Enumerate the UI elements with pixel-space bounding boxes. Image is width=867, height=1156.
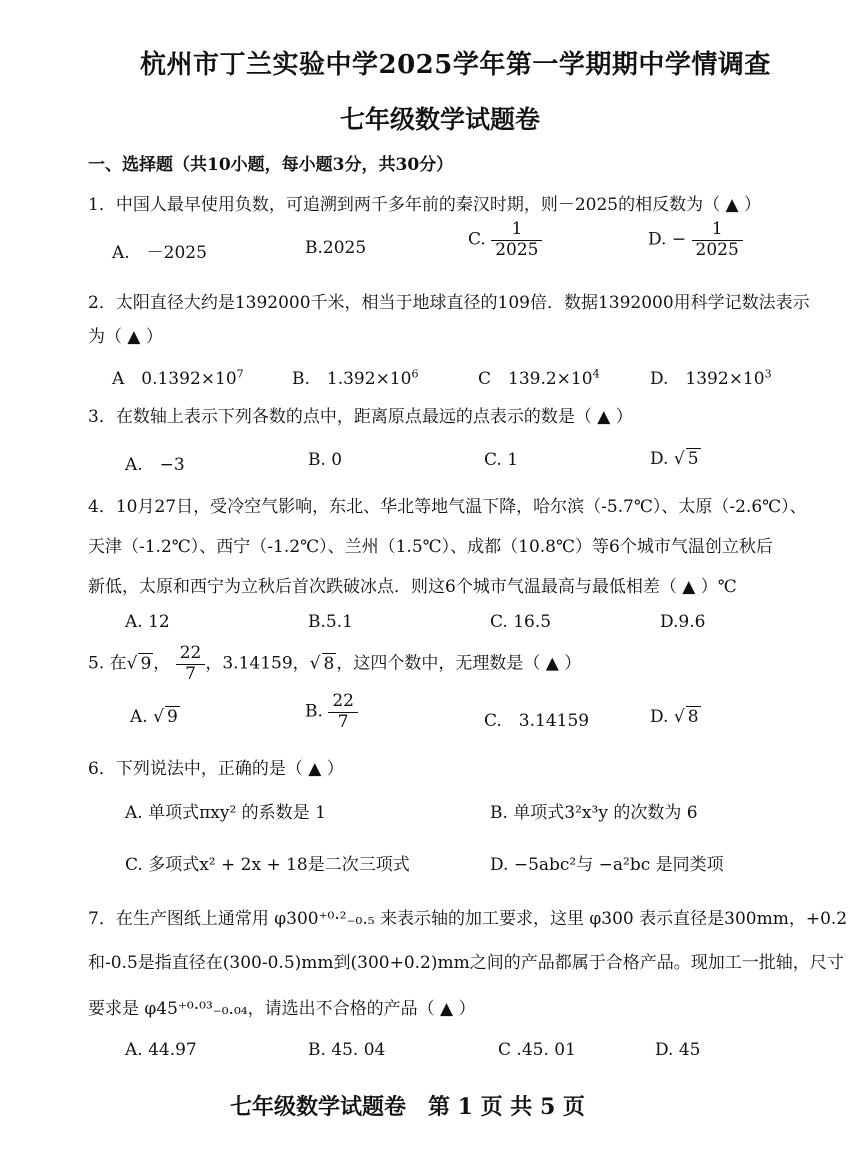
question-2-stem-line2: 为（ ▲ ） — [88, 327, 163, 347]
question-7-line2: 和-0.5是指直径在(300-0.5)mm到(300+0.2)mm之间的产品都属于合格产品。现加工一批轴，尺寸 — [88, 953, 844, 973]
question-1-option-d: D. − $\frac{1}{2025}$ — [648, 220, 743, 260]
question-6-option-c: C. 多项式x² + 2x + 18是二次三项式 — [125, 855, 410, 875]
question-1-option-b: B.2025 — [305, 238, 367, 258]
question-5-option-b: B. $\frac{22}{7}$ — [305, 692, 358, 732]
page-subtitle: 七年级数学试题卷 — [340, 105, 541, 134]
question-4-line2: 天津（-1.2℃）、西宁（-1.2℃）、兰州（1.5℃）、成都（10.8℃）等6个城市气温创立秋后 — [88, 537, 773, 557]
question-3-option-b: B. 0 — [308, 450, 343, 470]
question-3-option-d: D. √ 5 — [650, 449, 699, 469]
question-7-option-a: A. 44.97 — [125, 1040, 197, 1060]
question-4-line1: 4．10月27日，受冷空气影响，东北、华北等地气温下降，哈尔滨（-5.7℃）、太原（-2.6℃）、 — [88, 497, 807, 517]
question-4-option-c: C. 16.5 — [490, 612, 552, 632]
question-2-option-a: A $0.1392\times 10^7$ — [112, 367, 244, 389]
question-1-option-a: A. －2025 — [112, 243, 207, 263]
question-5-option-a: A. √ 9 — [130, 707, 178, 727]
question-4-line3: 新低，太原和西宁为立秋后首次跌破冰点．则这6个城市气温最高与最低相差（ ▲ ）℃ — [88, 577, 737, 597]
question-5-option-d: D. √ 8 — [650, 707, 699, 727]
question-3-option-c: C. 1 — [484, 450, 519, 470]
question-6-stem: 6．下列说法中，正确的是（ ▲ ） — [88, 759, 344, 779]
question-6-option-d: D. −5abc²与 −a²bc 是同类项 — [490, 855, 724, 875]
question-1-stem: 1．中国人最早使用负数，可追溯到两千多年前的秦汉时期，则－2025的相反数为（ ▲ ） — [88, 195, 761, 215]
page-title: 杭州市丁兰实验中学2025学年第一学期期中学情调查 — [140, 50, 771, 80]
question-4-option-b: B.5.1 — [308, 612, 353, 632]
question-7-option-b: B. 45. 04 — [308, 1040, 386, 1060]
question-7-option-d: D. 45 — [655, 1040, 701, 1060]
section-heading: 一、选择题（共10小题，每小题3分，共30分） — [88, 155, 454, 175]
question-2-option-d: D. $1392\times 10^3$ — [650, 367, 772, 389]
question-3-stem: 3．在数轴上表示下列各数的点中，距离原点最远的点表示的数是（ ▲ ） — [88, 407, 633, 427]
question-7-line3: 要求是 φ45⁺⁰·⁰³₋₀.₀₄，请选出不合格的产品（ ▲ ） — [88, 999, 476, 1019]
question-1-option-c: C. $\frac{1}{2025}$ — [468, 220, 542, 260]
question-2-option-b: B. $1.392\times 10^6$ — [292, 367, 419, 389]
question-2-stem-line1: 2．太阳直径大约是1392000千米，相当于地球直径的109倍．数据1392000用科学记数法表示 — [88, 293, 810, 313]
question-3-option-a: A. −3 — [125, 455, 185, 475]
question-7-line1: 7．在生产图纸上通常用 φ300⁺⁰·²₋₀.₅ 来表示轴的加工要求，这里 φ300 表示直径是300mm，+0.2 — [88, 909, 848, 929]
page-footer: 七年级数学试题卷 第 1 页 共 5 页 — [230, 1094, 585, 1120]
question-5-stem: 5. 在√ 9 ， $\frac{22}{7}$ ，3.14159，√ 8 ，这四个数中，无理数是（ ▲ ） — [88, 643, 582, 684]
question-4-option-d: D.9.6 — [660, 612, 706, 632]
question-5-option-c: C. 3.14159 — [484, 711, 590, 731]
question-4-option-a: A. 12 — [125, 612, 170, 632]
question-6-option-b: B. 单项式3²x³y 的次数为 6 — [490, 803, 698, 823]
question-6-option-a: A. 单项式πxy² 的系数是 1 — [125, 803, 326, 823]
question-2-option-c: C $139.2\times 10^4$ — [478, 367, 600, 389]
question-7-option-c: C .45. 01 — [498, 1040, 576, 1060]
